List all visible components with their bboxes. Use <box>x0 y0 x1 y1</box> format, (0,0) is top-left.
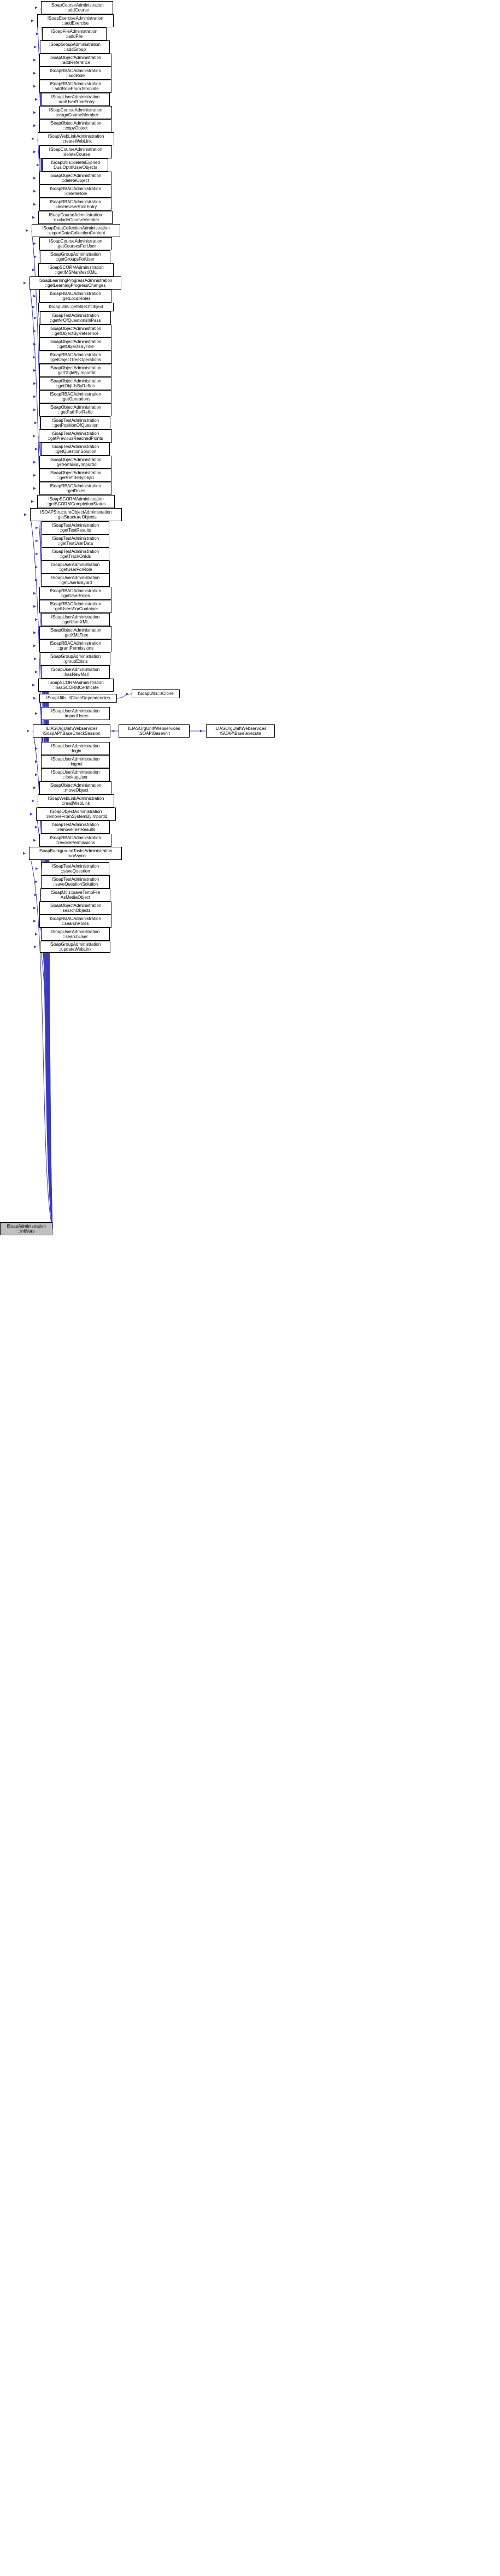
graph-node-label-line: ISoapGroupAdministration <box>49 42 101 47</box>
graph-node[interactable] <box>39 482 111 495</box>
graph-node-label-line: ILIASOrgUnit\Webservices <box>128 726 180 731</box>
graph-node-label-line: ISoapCourseAdministration <box>49 212 102 217</box>
graph-node-label-line: ::addUserRoleEntry <box>56 99 95 104</box>
graph-node-label-line: ISoapObjectAdministration <box>49 470 102 475</box>
graph-node-label-line: ISoapRBACAdministration <box>50 391 101 397</box>
graph-node-label-line: ::lookupUser <box>63 775 88 780</box>
graph-node-label-line: ISoapTestAdministration <box>51 417 99 423</box>
graph-node-label-line: ISoapRBACAdministration <box>50 588 101 593</box>
graph-node-label-line: ISoapUserAdministration <box>51 94 100 99</box>
graph-node[interactable] <box>40 40 110 54</box>
graph-node-label-line: ::runAsync <box>65 853 86 858</box>
graph-node-label-line: ISoapRBACAdministration <box>50 186 101 191</box>
graph-node-label-line: ISoapTestAdministration <box>51 876 99 882</box>
graph-node[interactable] <box>38 303 114 311</box>
graph-node-label-line: ISoapRBACAdministration <box>50 291 101 296</box>
graph-node-label-line: ::getTestUserData <box>57 541 93 546</box>
graph-node-label-line: ::getObjIdsByRefIds <box>56 384 95 388</box>
graph-node-label-line: ISoapRBACAdministration <box>50 81 101 86</box>
graph-node[interactable] <box>39 290 111 303</box>
graph-node[interactable] <box>39 119 111 132</box>
graph-node[interactable] <box>39 600 111 613</box>
graph-node-label-line: ::saveQuestion <box>61 869 90 874</box>
graph-node[interactable] <box>132 689 180 698</box>
graph-node-label-line: ISoapObjectAdministration <box>49 120 102 126</box>
graph-node-label-line: ILIASOrgUnit\Webservices <box>214 726 267 731</box>
graph-node-label-line: ISoapSCORMAdministration <box>48 680 104 685</box>
graph-node[interactable] <box>39 694 117 703</box>
graph-node[interactable] <box>39 145 112 158</box>
graph-node-label-line: ISoapUserAdministration <box>51 614 100 620</box>
graph-node-label-line: ::getObjectByReference <box>52 331 99 336</box>
graph-node-label-line: ISoapGroupAdministration <box>49 941 101 947</box>
graph-node-label-line: ::hasSCORMCertificate <box>53 685 99 690</box>
graph-node[interactable] <box>39 185 111 198</box>
graph-node-label-line: AsMediaObject <box>60 895 91 900</box>
graph-node-label-line: ISoapObjectAdministration <box>49 378 102 384</box>
graph-node-label-line: ISoapObjectAdministration <box>49 55 102 60</box>
graph-node-label-line: ISoapUserAdministration <box>51 667 100 672</box>
graph-node[interactable] <box>41 93 110 106</box>
graph-node-label-line: ISoapCourseAdministration <box>49 107 103 113</box>
graph-node-label-line: DualOptInUserObjects <box>53 165 98 170</box>
graph-node[interactable] <box>39 915 111 928</box>
graph-node-label-line: ILIASOrgUnit\Webservices <box>45 726 98 731</box>
graph-node-label-line: ::copyObject <box>63 126 88 131</box>
graph-node[interactable] <box>39 325 111 338</box>
graph-node-label-line: ::getPreviousReachedPoints <box>48 436 103 441</box>
graph-node-label-line: ISoapRBACAdministration <box>50 483 101 488</box>
graph-node[interactable] <box>39 54 111 67</box>
graph-node-label-line: ISoapTestAdministration <box>51 431 99 436</box>
graph-node-label-line: ISoapUtils::ilClone <box>138 691 174 697</box>
graph-node-label-line: ::getRoles <box>65 488 86 493</box>
graph-node-label-line: ISoapObjectAdministration <box>49 457 102 462</box>
graph-node-label-line: ::getTestResults <box>60 528 91 533</box>
graph-node-label-line: ISoapDataCollectionAdministration <box>42 225 110 231</box>
graph-node-label-line: ::getOperations <box>60 397 91 402</box>
graph-node[interactable] <box>39 237 112 250</box>
graph-node-label-line: ::readWebLink <box>62 801 90 806</box>
graph-node-label-line: ISoapUtils::ilCloneDependencies <box>46 695 110 701</box>
graph-node-label-line: ISoapRBACAdministration <box>50 68 101 73</box>
graph-node-label-line: ::addGroup <box>63 47 86 52</box>
graph-node[interactable] <box>41 821 110 834</box>
graph-node[interactable] <box>41 768 110 781</box>
graph-node-label-line: ::getLocalRoles <box>60 296 91 301</box>
graph-node-label-line: \SOAP\Base\execute <box>220 731 261 736</box>
graph-node[interactable] <box>38 263 114 276</box>
graph-node[interactable] <box>41 875 110 888</box>
graph-node[interactable] <box>39 403 111 416</box>
graph-node[interactable] <box>30 508 122 521</box>
graph-node-label-line: ::getRefIdsByObjId <box>57 475 94 480</box>
graph-node-label-line: ::addRoleFromTemplate <box>52 86 99 91</box>
graph-node-label-line: ::searchUser <box>63 934 88 939</box>
graph-node-label-line: ISoapUserAdministration <box>51 708 100 714</box>
graph-node[interactable] <box>43 158 108 172</box>
graph-node-label-line: ::searchObjects <box>60 908 91 913</box>
graph-node-label-line: ::getLearningProgressChanges <box>45 283 106 288</box>
graph-node-label-line: ::initVars <box>17 1229 35 1234</box>
graph-node-label-line: ::deleteUserRoleEntry <box>54 204 97 209</box>
graph-node[interactable] <box>39 106 112 119</box>
graph-node[interactable] <box>41 707 110 720</box>
graph-node-root[interactable] <box>0 1222 52 1235</box>
graph-node-label-line: ISoapTestAdministration <box>51 535 99 541</box>
graph-node-label-line: ISoapObjectAdministration <box>49 782 102 788</box>
graph-node[interactable] <box>42 862 109 875</box>
graph-node[interactable] <box>39 390 111 403</box>
graph-node-label-line: ::deleteRole <box>63 191 87 196</box>
graph-node[interactable] <box>40 250 110 263</box>
graph-node-label-line: ISoapUserAdministration <box>51 756 100 762</box>
graph-node-label-line: ::getUserForRole <box>58 567 92 572</box>
graph-node-label-line: ISoapCourseAdministration <box>50 2 104 8</box>
graph-node[interactable] <box>39 351 112 364</box>
graph-node-label-line: ISoapObjectAdministration <box>49 326 102 331</box>
graph-node-label-line: ISoapObjectAdministration <box>49 903 102 908</box>
graph-node[interactable] <box>41 1 113 14</box>
graph-node-label-line: ::revokePermissions <box>55 840 96 845</box>
graph-node-label-line: ISoapTestAdministration <box>51 522 99 528</box>
graph-node[interactable] <box>33 724 110 738</box>
graph-node-label-line: ::updateWebLink <box>58 947 92 952</box>
graph-node[interactable] <box>39 80 111 93</box>
graph-node[interactable] <box>42 27 107 40</box>
graph-node-label-line: ::createWebLink <box>60 139 92 144</box>
graph-node-label-line: ISoapUtils::deleteExpired <box>51 160 100 165</box>
graph-node[interactable] <box>42 521 109 534</box>
graph-node-label-line: ::excludeCourseMember <box>51 217 99 222</box>
graph-node[interactable] <box>40 311 111 325</box>
graph-node[interactable] <box>41 742 110 755</box>
graph-node-label-line: ::getIMSManifestXML <box>55 270 97 275</box>
graph-node-label-line: ISoapWebLinkAdministration <box>48 795 104 801</box>
graph-node-label-line: ISoapSCORMAdministration <box>48 264 104 270</box>
graph-node-label-line: ::deleteObject <box>62 178 89 183</box>
graph-node-label-line: ::getPositionOfQuestion <box>52 423 99 428</box>
graph-node-label-line: ISoapTestAdministration <box>51 549 99 554</box>
graph-node-label-line: ::grantPermissions <box>57 646 94 651</box>
graph-node-label-line: ::getObjectTreeOperations <box>50 357 101 362</box>
graph-node-label-line: ISoapUtils::getMdeOfObject <box>49 304 103 310</box>
graph-node[interactable] <box>39 469 111 482</box>
graph-node-label-line: ::login <box>69 748 81 753</box>
graph-node-label-line: ISOAPStructureObjectAdministration <box>40 509 112 515</box>
graph-node-label-line: ISoapObjectAdministration <box>49 404 102 410</box>
graph-node[interactable] <box>29 847 122 860</box>
graph-node-label-line: ISoapTestAdministration <box>51 822 99 827</box>
graph-node[interactable] <box>30 276 121 290</box>
graph-node[interactable] <box>39 626 111 639</box>
graph-node[interactable] <box>39 639 111 652</box>
graph-node-label-line: ISoapBackgroundTasksAdministration <box>38 848 113 853</box>
graph-node-label-line: ::removeTestResults <box>55 827 96 832</box>
graph-node[interactable] <box>39 338 111 351</box>
graph-node-label-line: ISoapRBACAdministration <box>50 199 101 204</box>
graph-node-label-line: ISoapUserAdministration <box>51 929 100 934</box>
graph-node[interactable] <box>38 794 114 807</box>
graph-node-label-line: ISoapRBACAdministration <box>50 916 101 921</box>
graph-node-label-line: ISoapSCORMAdministration <box>48 496 104 502</box>
graph-node-label-line: ISoapUserAdministration <box>51 575 100 580</box>
graph-node-label-line: ::getNrOfQuestionsInPass <box>50 318 101 323</box>
graph-node-label-line: ::removeFromSystemByImportId <box>44 814 108 819</box>
graph-node-label-line: ISoapFileAdministration <box>51 28 98 34</box>
graph-node-label-line: ISoapRBACAdministration <box>50 640 101 646</box>
graph-node-label-line: ISoapWebLinkAdministration <box>48 133 104 139</box>
graph-node-label-line: ::getUserXML <box>62 620 89 624</box>
graph-node[interactable] <box>37 495 115 508</box>
graph-node[interactable] <box>38 132 114 145</box>
graph-node-label-line: ::getCoursesForUser <box>55 244 96 249</box>
graph-node-label-line: ISoapUserAdministration <box>51 769 100 775</box>
graph-node[interactable] <box>40 888 110 901</box>
graph-node-label-line: ::getSCORMCompletionStatus <box>46 502 106 506</box>
graph-node[interactable] <box>41 443 110 456</box>
graph-node-label-line: ::searchRoles <box>62 921 89 926</box>
graph-node[interactable] <box>32 224 120 237</box>
graph-node-label-line: ISoapObjectAdministration <box>49 627 102 633</box>
graph-node[interactable] <box>206 724 275 738</box>
graph-node-label-line: ISoapUtils::saveTempFile <box>50 889 101 895</box>
graph-node-label-line: ::getRefIdsByImportId <box>54 462 97 467</box>
graph-node[interactable] <box>41 755 110 768</box>
graph-node[interactable] <box>42 534 109 547</box>
graph-node-label-line: ::hasNewMail <box>62 672 89 677</box>
graph-node-label-line: ::logout <box>68 762 83 767</box>
graph-node-label-line: ISoapGroupAdministration <box>49 653 101 659</box>
graph-node-label-line: ISoapTestAdministration <box>51 444 99 449</box>
graph-node-label-line: ::addReference <box>60 60 91 65</box>
graph-node[interactable] <box>41 928 110 941</box>
graph-node[interactable] <box>41 665 110 679</box>
graph-node[interactable] <box>39 377 111 390</box>
graph-node-label-line: ::getPathForRefId <box>58 410 93 415</box>
graph-node-label-line: ISoapAdministration <box>7 1223 46 1229</box>
graph-node[interactable] <box>36 807 116 821</box>
graph-node-label-line: ISoapObjectAdministration <box>49 173 102 178</box>
graph-node-label-line: ::saveQuestionSolution <box>52 882 98 887</box>
graph-node-label-line: ::getUserIdBySid <box>58 580 92 585</box>
graph-node-label-line: ::getObjectsByTitle <box>57 344 94 349</box>
graph-node[interactable] <box>39 456 111 469</box>
graph-node-label-line: ISoapRBACAdministration <box>50 835 101 840</box>
graph-node-label-line: ISoapObjectAdministration <box>49 365 102 370</box>
graph-node-label-line: ::getUsersForContainer <box>52 606 98 611</box>
graph-node[interactable] <box>39 198 111 211</box>
graph-node[interactable] <box>39 587 111 600</box>
graph-node-label-line: ISoapTestAdministration <box>51 863 99 869</box>
graph-node-label-line: ISoapExerciseAdministration <box>47 15 104 21</box>
graph-node-label-line: ::assignCourseMember <box>53 113 98 117</box>
graph-node-label-line: ::getTrackOnIds <box>60 554 91 559</box>
graph-node[interactable] <box>39 364 111 377</box>
graph-node-label-line: ::getXMLTree <box>62 633 89 638</box>
graph-node[interactable] <box>42 547 109 561</box>
graph-node[interactable] <box>41 574 110 587</box>
graph-node-label-line: ISoapUserAdministration <box>51 743 100 748</box>
graph-node-label-line: ISoapTestAdministration <box>51 313 99 318</box>
graph-node-label-line: ::addFile <box>66 34 83 39</box>
graph-node-label-line: ::exportDataCollectionContent <box>46 231 105 235</box>
graph-node-label-line: ::getUserRoles <box>61 593 90 598</box>
graph-node-label-line: ::deleteCourse <box>61 152 90 157</box>
graph-node-label-line: ISoapRBACAdministration <box>50 352 101 357</box>
graph-node-label-line: ISoapUserAdministration <box>51 562 100 567</box>
graph-node-label-line: \SoapAPI\BaseCheckSession <box>43 731 101 736</box>
graph-node-label-line: ISoapRBACAdministration <box>50 601 101 606</box>
graph-node-label-line: ::getQuestionSolution <box>54 449 97 454</box>
graph-node[interactable] <box>39 67 111 80</box>
graph-node[interactable] <box>37 14 114 27</box>
graph-node-label-line: ISoapCourseAdministration <box>49 238 103 244</box>
graph-node[interactable] <box>40 941 110 953</box>
graph-node-label-line: ISoapObjectAdministration <box>50 809 102 814</box>
graph-node-label-line: ISoapLearningProgressAdministration <box>38 278 113 283</box>
graph-node[interactable] <box>40 416 110 429</box>
graph-node[interactable] <box>39 172 111 185</box>
graph-node-label-line: ::groupExists <box>62 659 88 664</box>
graph-node-label-line: ISoapObjectAdministration <box>49 339 102 344</box>
graph-node[interactable] <box>41 613 110 626</box>
graph-node-label-line: ::moveObject <box>62 788 89 793</box>
graph-node-label-line: ::importUsers <box>62 714 89 718</box>
graph-node[interactable] <box>41 561 110 574</box>
graph-node[interactable] <box>39 429 112 443</box>
graph-node-label-line: ::getGroupsForUser <box>56 257 95 262</box>
graph-node[interactable] <box>39 781 111 794</box>
graph-node-label-line: ISoapCourseAdministration <box>49 146 103 152</box>
graph-node[interactable] <box>39 834 111 847</box>
graph-node-label-line: ::addExercise <box>62 21 89 26</box>
graph-node[interactable] <box>39 901 111 915</box>
graph-node-label-line: ::getObjIdByImportId <box>55 370 96 375</box>
graph-node[interactable] <box>38 211 113 224</box>
graph-node-label-line: \SOAP\Base\init <box>138 731 170 736</box>
graph-node-label-line: ::addRole <box>66 73 85 78</box>
graph-node[interactable] <box>40 652 110 665</box>
graph-node[interactable] <box>119 724 190 738</box>
graph-node-label-line: ::addCourse <box>65 8 89 13</box>
graph-node-label-line: ISoapGroupAdministration <box>49 251 101 257</box>
graph-node-label-line: ::getStructureObjects <box>55 515 97 520</box>
graph-node[interactable] <box>38 679 114 692</box>
